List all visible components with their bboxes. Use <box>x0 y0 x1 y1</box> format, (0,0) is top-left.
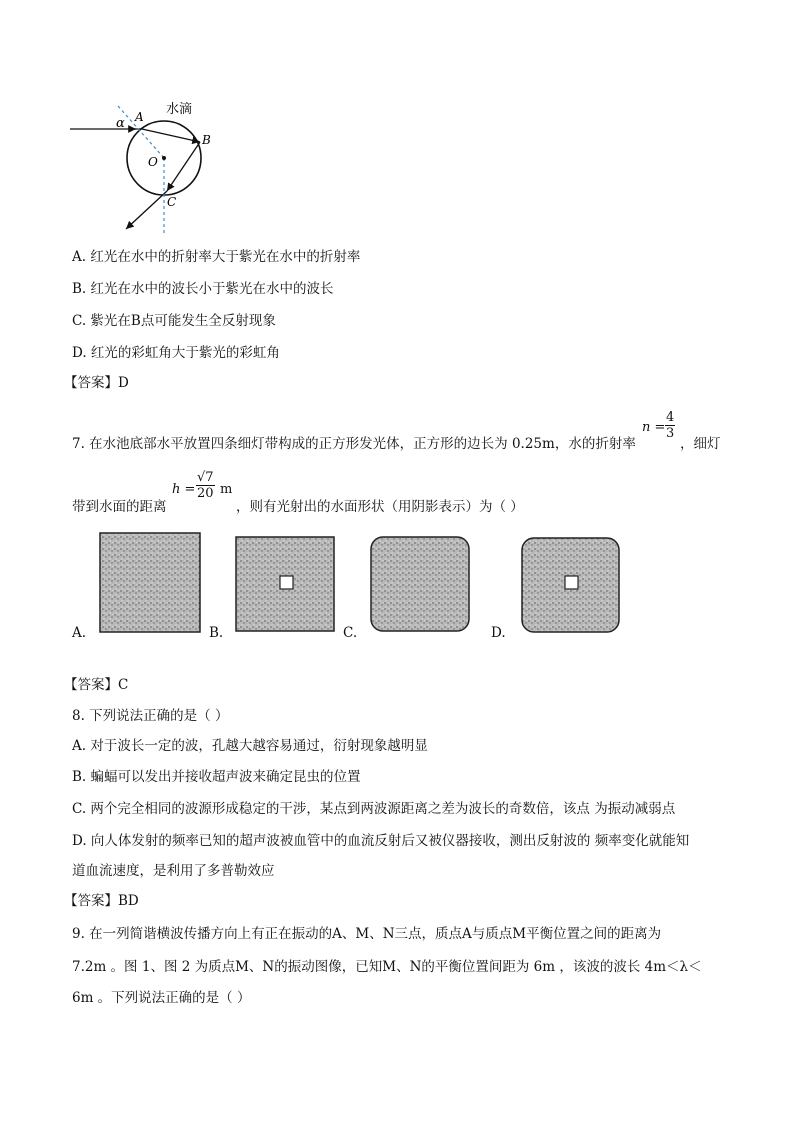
q7-figure-d-hole <box>565 576 578 589</box>
q8-option-c: C. 两个完全相同的波源形成稳定的干涉，某点到两波源距离之差为波长的奇数倍，该点 为振动减弱点 <box>72 801 676 817</box>
label-A: A <box>135 110 144 124</box>
q7-option-label-d: D. <box>491 625 506 641</box>
reflected-ray-BC <box>167 142 200 191</box>
q7-stem-line1 <box>72 434 636 454</box>
label-O: O <box>148 155 158 169</box>
q7-figure-a <box>100 533 200 632</box>
q7-stem-tail: ，细灯 <box>680 436 721 452</box>
center-point <box>162 156 166 160</box>
q6-option-b: B. 红光在水中的波长小于紫光在水中的波长 <box>72 281 334 297</box>
q7-option-label-b: B. <box>209 625 224 641</box>
q7-n-prefix: n = <box>642 420 666 435</box>
q7-answer: 【答案】C <box>64 677 129 693</box>
q7-h-unit: m <box>220 482 233 497</box>
exit-ray <box>126 191 167 229</box>
q8-option-d: D. 向人体发射的频率已知的超声波被血管中的血流反射后又被仪器接收，测出反射波的 频率变化就能知 <box>72 833 690 849</box>
q7-figure-b-hole <box>280 576 293 589</box>
q7-h-numerator: √7 <box>197 470 214 485</box>
q6-option-d: D. 红光的彩虹角大于紫光的彩虹角 <box>72 345 280 361</box>
q7-n-denominator: 3 <box>666 426 675 441</box>
q7-h-fraction <box>196 470 215 501</box>
q8-answer: 【答案】BD <box>64 893 139 909</box>
q8-stem: 8. 下列说法正确的是（ ） <box>72 708 229 724</box>
q8-option-d-continued: 道血流速度，是利用了多普勒效应 <box>72 863 275 879</box>
q7-h-prefix: h = <box>172 482 196 497</box>
q7-option-figures <box>60 530 780 640</box>
label-alpha: α <box>116 116 125 131</box>
q7-h-denominator: 20 <box>197 486 214 501</box>
q9-stem-line3: 6m 。下列说法正确的是（ ） <box>72 990 251 1006</box>
label-B: B <box>202 133 211 147</box>
q6-option-a: A. 红光在水中的折射率大于紫光在水中的折射率 <box>72 249 361 265</box>
q7-option-label-a: A. <box>72 625 87 641</box>
q6-option-c: C. 紫光在B点可能发生全反射现象 <box>72 313 276 329</box>
q7-line2-text: 带到水面的距离 <box>72 499 167 515</box>
q7-n-fraction <box>665 410 675 441</box>
refracted-ray-AB <box>142 129 200 142</box>
q9-stem-line1: 9. 在一列简谐横波传播方向上有正在振动的A、M、N三点，质点A与质点M平衡位置之间的距离为 <box>72 926 662 942</box>
q9-stem-line2: 7.2m 。图 1、图 2 为质点M、N的振动图像，已知M、N的平衡位置间距为 6m ，该波的波长 4m＜λ＜ <box>72 959 702 975</box>
q7-option-label-c: C. <box>343 625 358 641</box>
q7-stem-text: 7. 在水池底部水平放置四条细灯带构成的正方形发光体，正方形的边长为 0.25m，水的折射率 <box>72 436 636 452</box>
q6-answer: 【答案】D <box>64 375 129 391</box>
q7-line2-tail: ，则有光射出的水面形状（用阴影表示）为（ ） <box>236 499 524 515</box>
label-water: 水滴 <box>166 102 193 117</box>
q8-option-b: B. 蝙蝠可以发出并接收超声波来确定昆虫的位置 <box>72 769 361 785</box>
q8-option-a: A. 对于波长一定的波，孔越大越容易通过，衍射现象越明显 <box>72 738 428 754</box>
water-droplet-figure <box>64 98 304 238</box>
q7-stem-line2 <box>72 497 167 517</box>
q7-n-numerator: 4 <box>666 410 675 425</box>
q7-figure-c <box>371 537 469 631</box>
label-C: C <box>167 195 177 209</box>
